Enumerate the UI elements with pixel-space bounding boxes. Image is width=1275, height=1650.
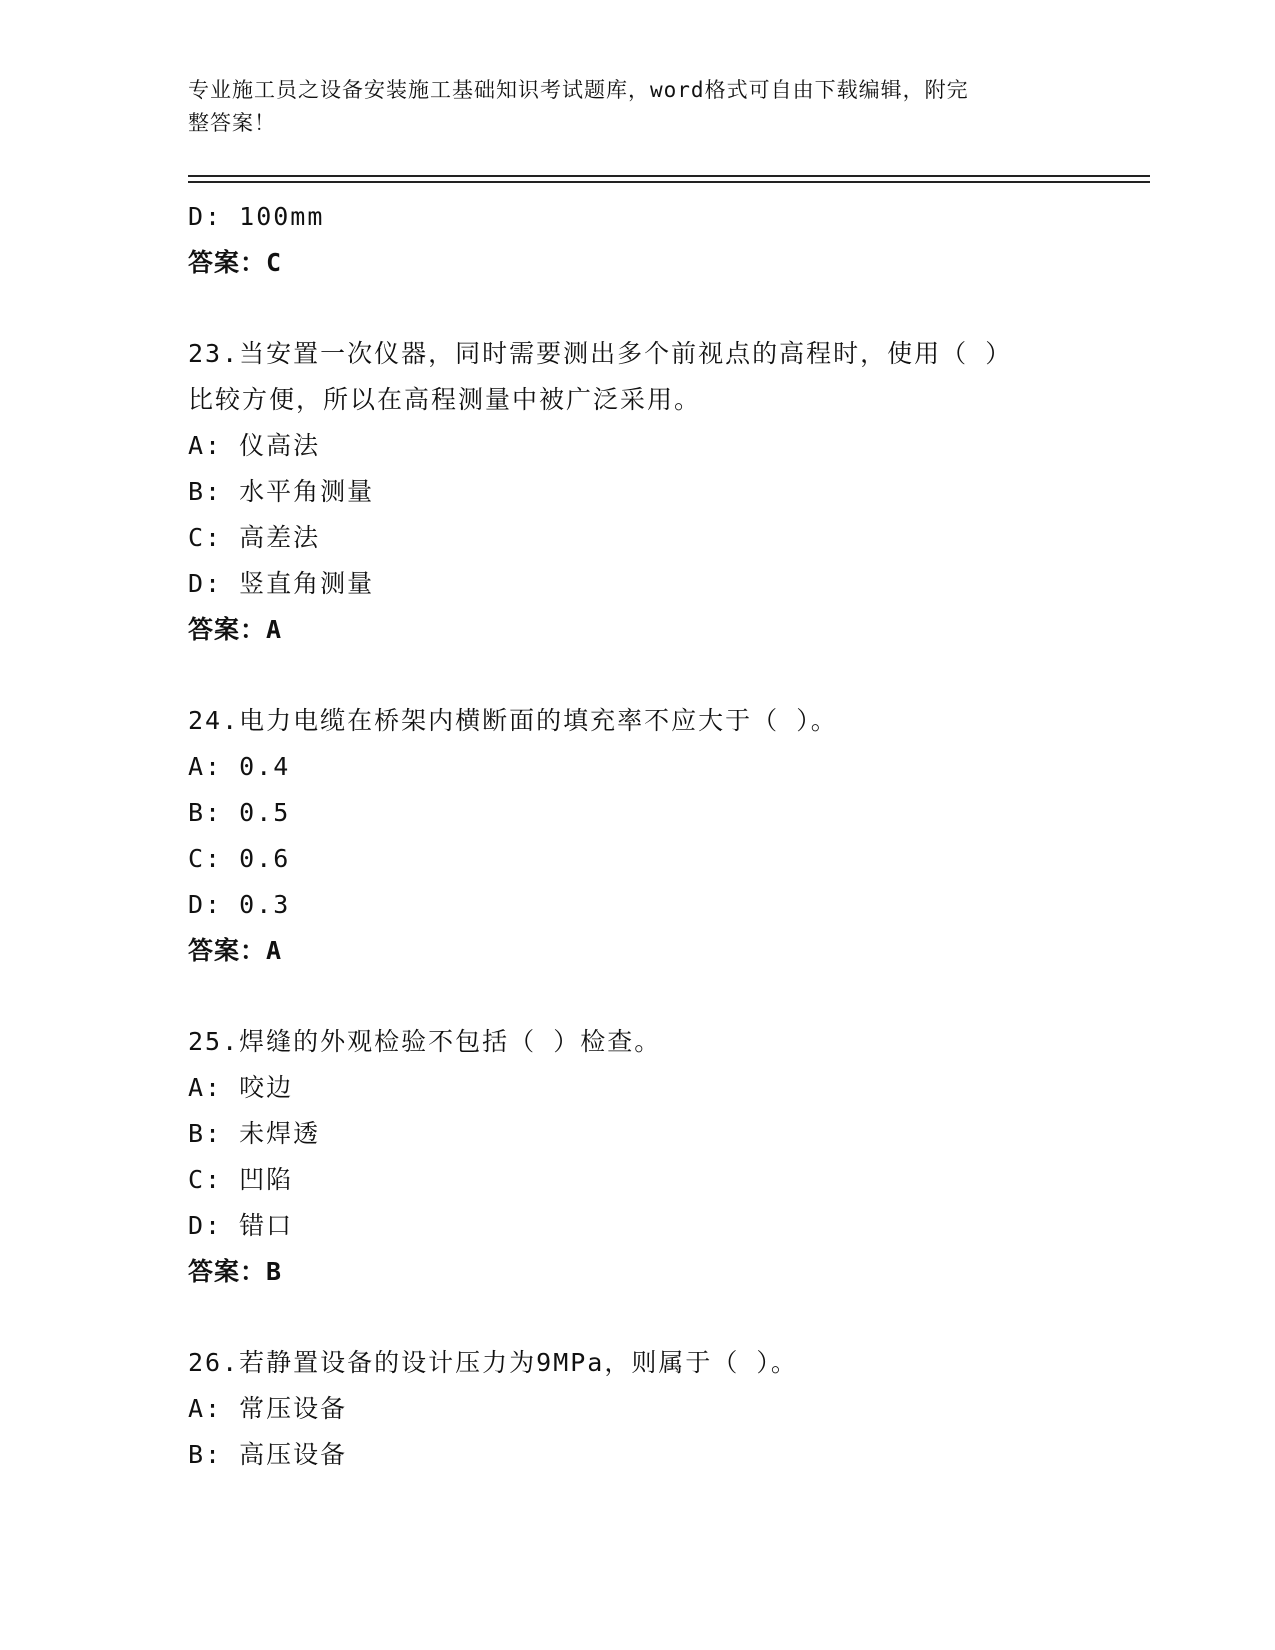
option-a: A: 常压设备 [188,1394,348,1423]
option-c: C: 0.6 [188,844,291,873]
option-b: B: 高压设备 [188,1440,348,1469]
question-26 [188,1340,1088,1478]
option-b: B: 0.5 [188,798,291,827]
question-text: 23.当安置一次仪器，同时需要测出多个前视点的高程时，使用（ ） [188,339,1013,368]
question-text: 25.焊缝的外观检验不包括（ ）检查。 [188,1027,662,1056]
option-a: A: 咬边 [188,1073,294,1102]
option-b: B: 未焊透 [188,1119,321,1148]
question-text: 24.电力电缆在桥架内横断面的填充率不应大于（ ）。 [188,706,838,735]
question-list [188,194,1088,1478]
header-divider-top [188,175,1150,177]
answer-line: 答案：C [188,248,283,277]
option-a: A: 仪高法 [188,431,321,460]
answer-line: 答案：A [188,615,283,644]
answer-line: 答案：A [188,936,283,965]
option-b: B: 水平角测量 [188,477,375,506]
question-23 [188,331,1088,653]
header-divider-bottom [188,181,1150,183]
option-c: C: 凹陷 [188,1165,294,1194]
answer-line: 答案：B [188,1257,283,1286]
question-24 [188,698,1088,974]
option-d: D: 0.3 [188,890,291,919]
header-title-line-2: 整答案！ [188,111,276,135]
question-text: 26.若静置设备的设计压力为9MPa，则属于（ ）。 [188,1348,798,1377]
question-text-continued: 比较方便，所以在高程测量中被广泛采用。 [188,385,702,414]
question-25 [188,1019,1088,1295]
option-a: A: 0.4 [188,752,291,781]
header-title-line-1: 专业施工员之设备安装施工基础知识考试题库，word格式可自由下载编辑，附完 [188,78,969,102]
option-d: D: 100mm [188,202,325,231]
option-c: C: 高差法 [188,523,321,552]
option-d: D: 竖直角测量 [188,569,375,598]
document-header [188,74,1088,140]
option-d: D: 错口 [188,1211,294,1240]
